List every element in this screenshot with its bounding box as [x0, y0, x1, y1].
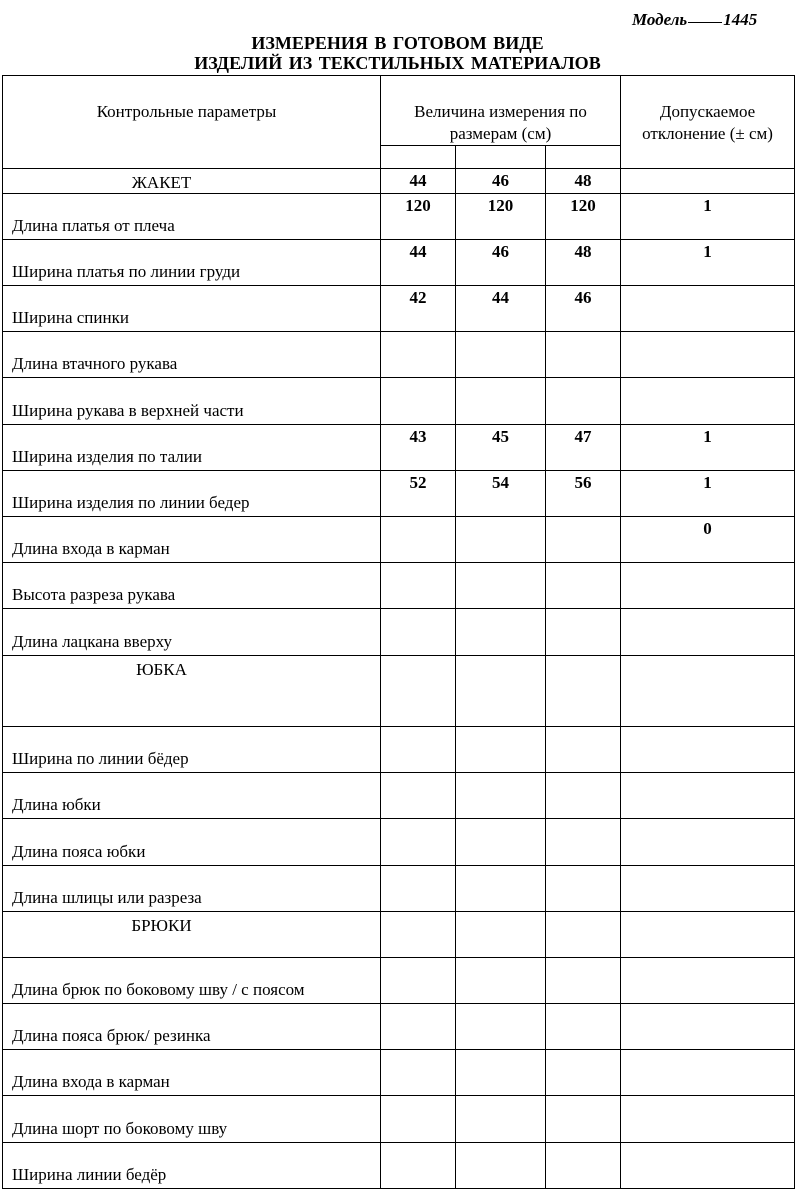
tolerance-cell: 1 — [621, 471, 795, 517]
table-row — [3, 1050, 795, 1096]
tolerance-cell: 0 — [621, 517, 795, 563]
param-label: Ширина платья по линии груди — [3, 240, 381, 286]
param-label: Ширина изделия по талии — [3, 425, 381, 471]
tolerance-cell: 1 — [621, 425, 795, 471]
size-cell — [456, 656, 546, 727]
value-cell — [381, 727, 456, 773]
value-cell: 46 — [546, 286, 621, 332]
param-label: Ширина рукава в верхней части — [3, 378, 381, 425]
model-number — [632, 10, 757, 30]
value-cell — [546, 866, 621, 912]
size-cell — [546, 912, 621, 958]
table-row — [3, 332, 795, 378]
value-cell — [546, 332, 621, 378]
value-cell — [381, 1096, 456, 1143]
table-row — [3, 563, 795, 609]
tolerance-cell — [621, 169, 795, 194]
value-cell — [546, 819, 621, 866]
tolerance-cell — [621, 1004, 795, 1050]
tolerance-cell — [621, 609, 795, 656]
model-label: Модель — [632, 10, 688, 29]
tolerance-cell — [621, 1050, 795, 1096]
table-row — [3, 425, 795, 471]
value-cell — [456, 609, 546, 656]
param-label: Ширина линии бедёр — [3, 1143, 381, 1189]
value-cell: 120 — [546, 194, 621, 240]
param-label: Длина пояса юбки — [3, 819, 381, 866]
table-row — [3, 378, 795, 425]
value-cell — [381, 517, 456, 563]
value-cell — [456, 1050, 546, 1096]
value-cell — [381, 773, 456, 819]
table-row — [3, 819, 795, 866]
size-subheader-cell — [546, 146, 621, 169]
value-cell: 47 — [546, 425, 621, 471]
value-cell: 120 — [381, 194, 456, 240]
table-row — [3, 240, 795, 286]
tolerance-cell — [621, 563, 795, 609]
table-row — [3, 609, 795, 656]
param-label: Длина входа в карман — [3, 517, 381, 563]
measurements-table — [2, 75, 795, 1189]
value-cell — [456, 773, 546, 819]
section-row — [3, 169, 795, 194]
param-label: Длина пояса брюк/ резинка — [3, 1004, 381, 1050]
value-cell — [381, 378, 456, 425]
value-cell: 44 — [381, 240, 456, 286]
param-label: Длина брюк по боковому шву / с поясом — [3, 958, 381, 1004]
tolerance-cell: 1 — [621, 194, 795, 240]
section-label: ЖАКЕТ — [3, 169, 381, 194]
table-row — [3, 471, 795, 517]
value-cell — [456, 1096, 546, 1143]
size-cell: 46 — [456, 169, 546, 194]
size-cell: 44 — [381, 169, 456, 194]
document-title-line2: ИЗДЕЛИЙ ИЗ ТЕКСТИЛЬНЫХ МАТЕРИАЛОВ — [194, 53, 601, 73]
section-row — [3, 912, 795, 958]
value-cell — [456, 332, 546, 378]
param-label: Длина втачного рукава — [3, 332, 381, 378]
param-label: Ширина по линии бёдер — [3, 727, 381, 773]
tolerance-cell — [621, 1096, 795, 1143]
size-cell — [546, 656, 621, 727]
table-row — [3, 517, 795, 563]
table-header-row — [3, 76, 795, 146]
model-value: 1445 — [723, 10, 758, 29]
value-cell — [456, 819, 546, 866]
value-cell — [456, 866, 546, 912]
document-title-line1: ИЗМЕРЕНИЯ В ГОТОВОМ ВИДЕ — [251, 33, 544, 53]
section-row — [3, 656, 795, 727]
header-params: Контрольные параметры — [3, 76, 381, 169]
size-subheader-cell — [381, 146, 456, 169]
value-cell: 120 — [456, 194, 546, 240]
param-label: Длина шорт по боковому шву — [3, 1096, 381, 1143]
section-label: ЮБКА — [3, 656, 381, 727]
value-cell — [381, 1004, 456, 1050]
value-cell — [456, 1004, 546, 1050]
value-cell — [381, 563, 456, 609]
size-cell: 48 — [546, 169, 621, 194]
param-label: Длина лацкана вверху — [3, 609, 381, 656]
value-cell: 56 — [546, 471, 621, 517]
value-cell — [546, 1004, 621, 1050]
size-cell — [381, 656, 456, 727]
table-row — [3, 194, 795, 240]
table-row — [3, 1004, 795, 1050]
value-cell — [546, 1096, 621, 1143]
param-label: Длина юбки — [3, 773, 381, 819]
value-cell: 44 — [456, 286, 546, 332]
value-cell — [456, 958, 546, 1004]
value-cell — [546, 563, 621, 609]
tolerance-cell — [621, 656, 795, 727]
tolerance-cell — [621, 1143, 795, 1189]
value-cell — [381, 332, 456, 378]
param-label: Длина шлицы или разреза — [3, 866, 381, 912]
value-cell: 46 — [456, 240, 546, 286]
value-cell — [381, 609, 456, 656]
tolerance-cell — [621, 378, 795, 425]
table-row — [3, 1143, 795, 1189]
tolerance-cell: 1 — [621, 240, 795, 286]
param-label: Ширина изделия по линии бедер — [3, 471, 381, 517]
table-row — [3, 866, 795, 912]
value-cell: 42 — [381, 286, 456, 332]
value-cell — [546, 1050, 621, 1096]
param-label: Высота разреза рукава — [3, 563, 381, 609]
value-cell — [546, 727, 621, 773]
header-tolerance: Допускаемое отклонение (± см) — [621, 76, 795, 169]
param-label: Длина платья от плеча — [3, 194, 381, 240]
value-cell — [546, 773, 621, 819]
table-row — [3, 958, 795, 1004]
value-cell: 48 — [546, 240, 621, 286]
value-cell — [546, 1143, 621, 1189]
value-cell: 45 — [456, 425, 546, 471]
value-cell — [546, 378, 621, 425]
tolerance-cell — [621, 912, 795, 958]
value-cell — [546, 958, 621, 1004]
value-cell — [546, 517, 621, 563]
size-subheader-cell — [456, 146, 546, 169]
tolerance-cell — [621, 819, 795, 866]
tolerance-cell — [621, 332, 795, 378]
value-cell — [456, 727, 546, 773]
param-label: Ширина спинки — [3, 286, 381, 332]
table-row — [3, 727, 795, 773]
size-cell — [456, 912, 546, 958]
tolerance-cell — [621, 727, 795, 773]
table-row — [3, 773, 795, 819]
value-cell — [456, 1143, 546, 1189]
value-cell — [381, 819, 456, 866]
tolerance-cell — [621, 866, 795, 912]
value-cell: 52 — [381, 471, 456, 517]
table-row — [3, 286, 795, 332]
value-cell — [381, 866, 456, 912]
tolerance-cell — [621, 286, 795, 332]
value-cell — [456, 378, 546, 425]
size-cell — [381, 912, 456, 958]
value-cell: 43 — [381, 425, 456, 471]
param-label: Длина входа в карман — [3, 1050, 381, 1096]
header-measure: Величина измерения по размерам (см) — [381, 76, 621, 146]
value-cell: 54 — [456, 471, 546, 517]
section-label: БРЮКИ — [3, 912, 381, 958]
value-cell — [456, 563, 546, 609]
model-underline — [688, 22, 722, 23]
tolerance-cell — [621, 958, 795, 1004]
value-cell — [381, 958, 456, 1004]
tolerance-cell — [621, 773, 795, 819]
table-row — [3, 1096, 795, 1143]
value-cell — [456, 517, 546, 563]
value-cell — [546, 609, 621, 656]
value-cell — [381, 1050, 456, 1096]
value-cell — [381, 1143, 456, 1189]
